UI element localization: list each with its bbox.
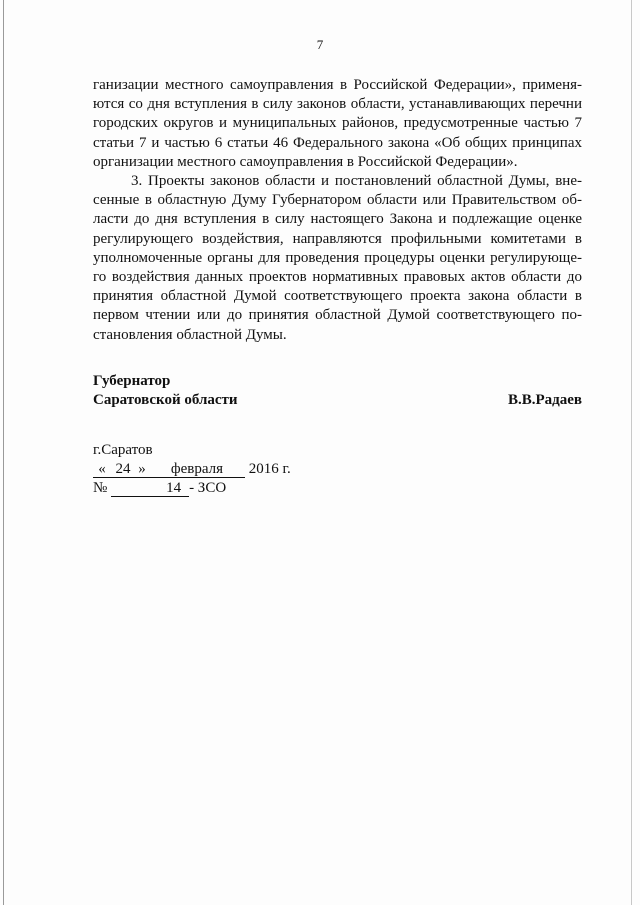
paragraph-continuation: [93, 76, 582, 172]
paragraph-clause-3: [93, 172, 582, 345]
paragraph-line: первом чтении или до принятия областной Думой соответствующего по-: [93, 307, 582, 324]
paragraph-line: организации местного самоуправления в Российской Федерации».: [93, 153, 518, 170]
paragraph-line: 3. Проекты законов области и постановлений областной Думы, вне-: [131, 173, 582, 189]
scan-edge-left: [3, 0, 4, 905]
date-month: февраля: [149, 462, 245, 478]
paragraph-line: становления областной Думы.: [93, 326, 287, 343]
paragraph-line: го воздействия данных проектов нормативных правовых актов области до: [93, 269, 582, 286]
paragraph-line: ласти до дня вступления в силу настоящего Закона и подлежащие оценке: [93, 211, 582, 228]
signature-block: [93, 372, 582, 410]
date-close-quote: »: [135, 462, 149, 478]
law-number-prefix: №: [93, 480, 108, 496]
paragraph-line: уполномоченные органы для проведения процедуры оценки регулирующе-: [93, 249, 582, 266]
date-open-quote: «: [93, 462, 111, 478]
law-number-value: 14: [111, 481, 189, 497]
law-number-line: [93, 479, 291, 498]
date-year: 2016 г.: [248, 461, 291, 477]
page-number: 7: [316, 37, 324, 52]
document-footer: [93, 441, 291, 498]
paragraph-line: регулирующего воздействия, направляются профильными комитетами в: [93, 230, 582, 247]
paragraph-line: ганизации местного самоуправления в Российской Федерации», применя-: [93, 77, 582, 93]
paragraph-line: ются со дня вступления в силу законов области, устанавливающих перечни: [93, 96, 582, 113]
paragraph-line: статьи 7 и частью 6 статьи 46 Федерального закона «Об общих принципах: [93, 134, 582, 151]
signatory-title-line1: Губернатор: [93, 373, 171, 389]
signatory-title-line2: Саратовской области: [93, 392, 238, 408]
scan-edge-right: [631, 0, 632, 905]
date-day: 24: [111, 462, 135, 478]
signatory-name: В.В.Радаев: [507, 392, 582, 408]
city-line: г.Саратов: [93, 442, 153, 458]
paragraph-line: сенные в областную Думу Губернатором области или Правительством об-: [93, 192, 582, 209]
law-number-suffix: - ЗСО: [189, 480, 227, 496]
date-line: [93, 460, 291, 479]
paragraph-line: городских округов и муниципальных районов, предусмотренные частью 7: [93, 115, 582, 132]
paragraph-line: принятия областной Думой соответствующего проекта закона области в: [93, 288, 582, 305]
